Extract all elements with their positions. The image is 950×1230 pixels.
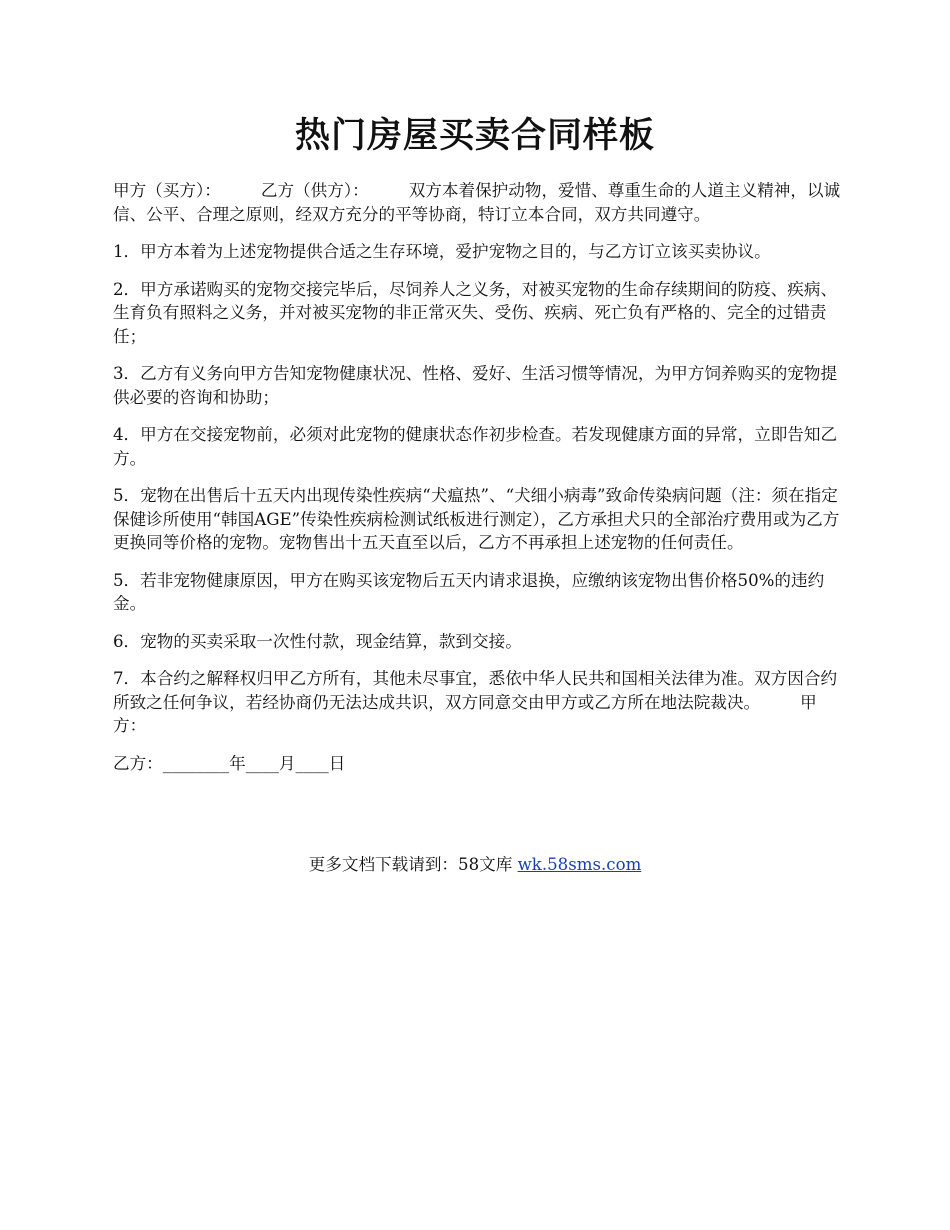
footer-link[interactable]: wk.58sms.com (517, 855, 642, 874)
clause-7 (113, 667, 841, 738)
document-title: 热门房屋买卖合同样板 (294, 115, 655, 156)
party-b-label: 乙方（供方）： (260, 181, 369, 200)
clause-7-text: 7．本合约之解释权归甲乙方所有，其他未尽事宜，悉依中华人民共和国相关法律为准。双方因合约所致之任何争议，若经协商仍无法达成共识，双方同意交由甲方或乙方所在地法院裁决。 (113, 669, 838, 712)
footer-text: 更多文档下载请到：58文库 (308, 855, 518, 874)
clause-4: 4．甲方在交接宠物前，必须对此宠物的健康状态作初步检查。若发现健康方面的异常，立即告知乙方。 (113, 425, 838, 468)
clause-5b: 5．若非宠物健康原因，甲方在购买该宠物后五天内请求退换，应缴纳该宠物出售价格50%的违约金。 (113, 570, 825, 613)
footer (0, 853, 950, 877)
clause-2: 2．甲方承诺购买的宠物交接完毕后，尽饲养人之义务，对被买宠物的生命存续期间的防疫、疾病、生育负有照料之义务，并对被买宠物的非正常灭失、受伤、疾病、死亡负有严格的、完全的过错责任； (113, 279, 838, 346)
clause-6: 6．宠物的买卖采取一次性付款，现金结算，款到交接。 (113, 631, 522, 651)
party-a-label: 甲方（买方）： (113, 181, 221, 200)
clause-3: 3．乙方有义务向甲方告知宠物健康状况、性格、爱好、生活习惯等情况，为甲方饲养购买的宠物提供必要的咨询和协助； (113, 364, 838, 407)
intro-paragraph (113, 179, 841, 226)
clause-5a: 5．宠物在出售后十五天内出现传染性疾病“犬瘟热”、“犬细小病毒”致命传染病问题（注：须在指定保健诊所使用“韩国AGE”传染性疾病检测试纸板进行测定），乙方承担犬只的全部治疗费用或为乙方更换同等价格的宠物。宠物售出十五天直至以后，乙方不再承担上述宠物的任何责任。 (113, 486, 840, 552)
clause-1: 1．甲方本着为上述宠物提供合适之生存环境，爱护宠物之目的，与乙方订立该买卖协议。 (113, 242, 771, 261)
intro-text: 双方本着保护动物，爱惜、尊重生命的人道主义精神，以诚信、公平、合理之原则，经双方充分的平等协商，特订立本合同，双方共同遵守。 (113, 181, 841, 224)
party-a-sign: 甲方： (113, 692, 817, 735)
contract-body (113, 179, 841, 789)
signature-line: 乙方：________年____月____日 (113, 753, 346, 773)
